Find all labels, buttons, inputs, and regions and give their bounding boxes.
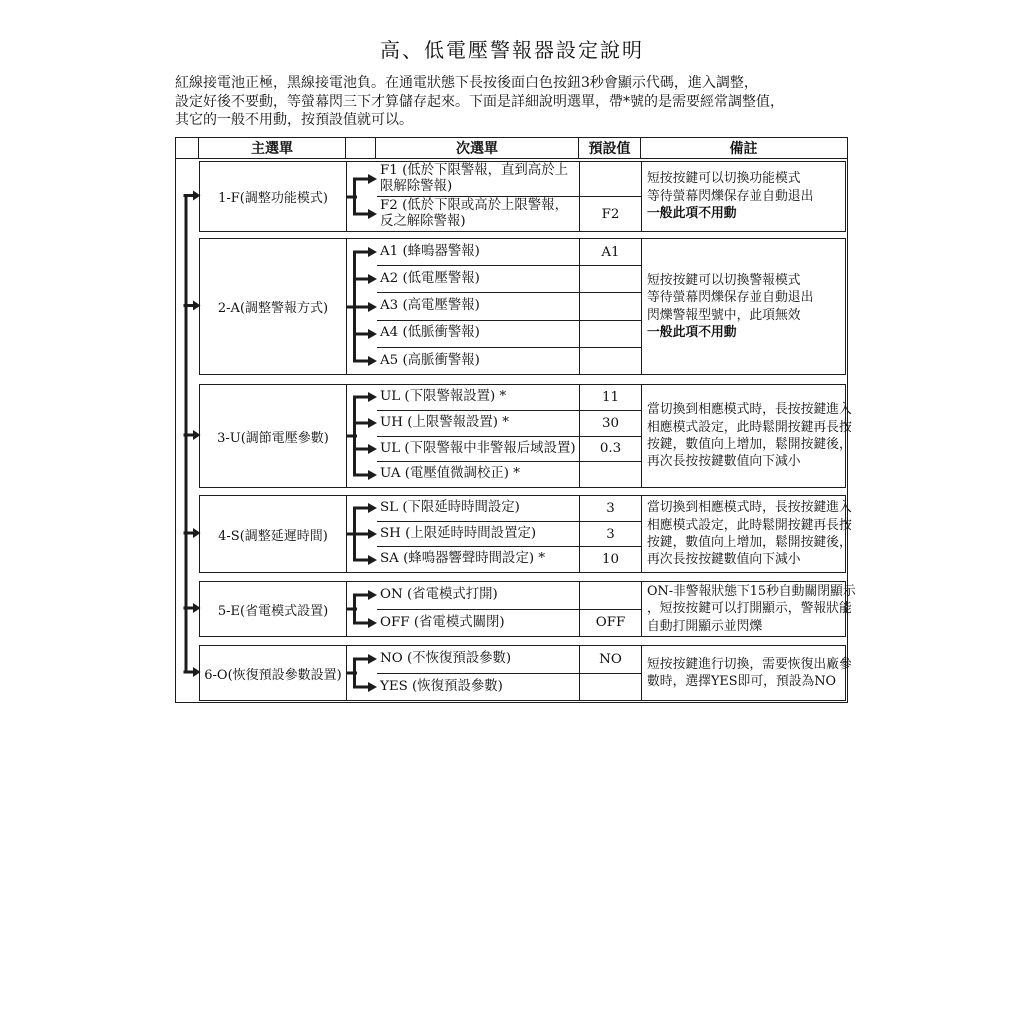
notes-line: 再次長按按鍵數值向下減小 — [647, 552, 801, 568]
submenu-rows — [377, 582, 642, 636]
menu-group-2a — [199, 238, 846, 375]
notes-line: 等待螢幕閃爍保存並自動退出 — [647, 290, 814, 306]
main-menu-label: 1-F(調整功能模式) — [218, 191, 328, 206]
intro-line: 紅線接電池正極，黑線接電池負。在通電狀態下長按後面白色按鈕3秒會顯示代碼，進入調整， — [175, 75, 758, 91]
intro-paragraph — [175, 74, 855, 130]
submenu-item-label: SA (蜂鳴器響聲時間設定) * — [377, 547, 580, 572]
default-value-cell: 0.3 — [599, 441, 622, 457]
submenu-row — [377, 673, 641, 701]
submenu-row — [377, 410, 641, 436]
branch-trunk-line — [353, 396, 356, 476]
submenu-row — [377, 436, 641, 462]
header-cell-notes: 備註 — [729, 141, 758, 157]
arrowhead-icon — [193, 430, 201, 440]
submenu-item-label: F2 (低於下限或高於上限警報，反之解除警報) — [377, 197, 580, 231]
notes-line: 一般此項不用動 — [647, 206, 737, 222]
submenu-item-label: OFF (省電模式關閉) — [377, 610, 580, 637]
arrowhead-icon — [193, 603, 201, 613]
menu-group-1f — [199, 161, 846, 232]
submenu-item-label: UL (下限警報中非警報后域設置) — [377, 437, 580, 462]
submenu-rows — [377, 239, 642, 374]
main-menu-label: 3-U(調節電壓參數) — [217, 430, 329, 446]
submenu-row — [377, 265, 641, 292]
default-value-cell — [580, 321, 641, 347]
submenu-row — [377, 646, 641, 673]
notes-line: 一般此項不用動 — [647, 324, 737, 340]
notes-cell — [643, 496, 852, 572]
notes-line: 閃爍警報型號中，此項無效 — [647, 307, 801, 323]
main-menu-label: 4-S(調整延遲時間) — [218, 528, 328, 544]
submenu-row — [377, 521, 641, 547]
default-value-cell — [580, 674, 641, 701]
submenu-item-label: UH (上限警報設置) * — [377, 411, 580, 436]
branch-trunk-line — [353, 594, 356, 624]
submenu-item-label: YES (恢復預設參數) — [377, 674, 580, 701]
intro-line: 其它的一般不用動，按預設值就可以。 — [175, 112, 413, 128]
main-menu-label: 5-E(省電模式設置) — [217, 603, 329, 619]
default-value-cell: 11 — [601, 389, 620, 405]
notes-line: 按鍵，數值向上增加，鬆開按鍵後， — [647, 437, 852, 452]
notes-line: 當切換到相應模式時，長按按鍵進入 — [647, 402, 852, 418]
main-menu-label: 6-O(恢復預設參數設置) — [204, 667, 342, 683]
submenu-rows — [377, 496, 642, 572]
submenu-item-label: ON (省電模式打開) — [377, 582, 580, 609]
submenu-row — [377, 347, 641, 374]
main-menu-cell — [200, 496, 347, 572]
default-value-cell: A1 — [601, 244, 620, 260]
header-cell-trunk — [176, 138, 199, 158]
notes-line: 等待螢幕閃爍保存並自動退出 — [647, 188, 814, 204]
submenu-item-label: SH (上限延時時間設置定) — [377, 522, 580, 547]
branch-trunk-line — [353, 178, 356, 216]
header-cell-main-menu: 主選單 — [199, 138, 346, 158]
submenu-row — [377, 461, 641, 487]
notes-line: ，短按按鍵可以打開顯示，警報狀能 — [647, 601, 852, 617]
default-value-cell — [580, 293, 641, 319]
default-value-cell: 3 — [606, 500, 615, 516]
menu-group-6o — [199, 645, 852, 701]
submenu-item-label: A5 (高脈衝警報) — [377, 348, 580, 374]
default-value-cell — [580, 266, 641, 292]
submenu-row — [377, 292, 641, 319]
table-header-row — [176, 138, 847, 159]
submenu-row — [377, 162, 641, 196]
default-value-cell: 30 — [601, 415, 620, 431]
submenu-row — [377, 320, 641, 347]
main-menu-cell — [200, 582, 347, 636]
notes-cell — [643, 646, 852, 700]
arrowhead-icon — [193, 667, 201, 677]
default-value-cell: NO — [599, 651, 622, 667]
default-value-cell — [580, 162, 641, 196]
notes-line: 相應模式設定，此時鬆開按鍵再長按 — [647, 517, 852, 533]
submenu-item-label: SL (下限延時時間設定) — [377, 496, 580, 521]
arrowhead-icon — [193, 301, 201, 311]
notes-line: 短按按鍵進行切換，需要恢復出廠參 — [647, 656, 852, 672]
default-value-cell: OFF — [595, 615, 626, 631]
notes-cell — [643, 385, 852, 487]
default-value-cell: F2 — [601, 206, 620, 222]
submenu-item-label: F1 (低於下限警報，直到高於上限解除警報) — [377, 162, 580, 196]
default-value-cell — [580, 582, 641, 609]
submenu-item-label: UA (電壓值微調校正) * — [377, 462, 580, 487]
default-value-cell — [580, 462, 641, 487]
submenu-rows — [377, 162, 642, 231]
submenu-item-label: A4 (低脈衝警報) — [377, 321, 580, 347]
arrowhead-icon — [193, 528, 201, 538]
main-menu-cell — [200, 646, 347, 700]
notes-line: 按鍵，數值向上增加，鬆開按鍵後， — [647, 535, 852, 550]
settings-table — [175, 137, 856, 703]
submenu-item-label: A1 (蜂鳴器警報) — [377, 239, 580, 265]
notes-line: 自動打開顯示並閃爍 — [647, 618, 763, 634]
submenu-rows — [377, 385, 642, 487]
arrowhead-icon — [193, 191, 201, 201]
main-menu-cell — [200, 162, 347, 231]
page-title: 高、低電壓警報器設定說明 — [380, 38, 644, 62]
submenu-item-label: A2 (低電壓警報) — [377, 266, 580, 292]
submenu-row — [377, 609, 641, 637]
main-menu-tree-connector — [179, 189, 201, 681]
notes-line: 數時，選擇YES即可，預設為NO — [647, 674, 837, 689]
header-cell-default-value: 預設值 — [579, 138, 641, 158]
menu-group-3u — [199, 384, 852, 488]
notes-line: 再次長按按鍵數值向下減小 — [647, 454, 801, 470]
header-cell-branch — [346, 138, 376, 158]
intro-line: 設定好後不要動，等螢幕閃三下才算儲存起來。下面是詳細說明選單，帶*號的是需要經常調整值， — [175, 93, 784, 110]
default-value-cell: 3 — [606, 526, 615, 542]
menu-group-4s — [199, 495, 852, 573]
branch-trunk-line — [353, 658, 356, 688]
submenu-row — [377, 196, 641, 231]
submenu-item-label: A3 (高電壓警報) — [377, 293, 580, 319]
notes-cell — [643, 239, 845, 374]
submenu-rows — [377, 646, 642, 700]
submenu-row — [377, 546, 641, 572]
notes-cell — [643, 162, 845, 231]
submenu-item-label: NO (不恢復預設參數) — [377, 646, 580, 673]
notes-line: 相應模式設定，此時鬆開按鍵再長按 — [647, 419, 852, 435]
header-cell-sub-menu: 次選單 — [376, 138, 579, 158]
default-value-cell: 10 — [601, 552, 620, 568]
main-menu-cell — [200, 239, 347, 374]
menu-group-5e — [199, 581, 856, 637]
submenu-row — [377, 582, 641, 609]
notes-line: 短按按鍵可以切換功能模式 — [647, 171, 801, 187]
submenu-row — [377, 239, 641, 265]
notes-line: 短按按鍵可以切換警報模式 — [647, 272, 801, 288]
submenu-row — [377, 496, 641, 521]
notes-line: ON-非警報狀態下15秒自動關閉顯示 — [647, 583, 856, 599]
main-menu-cell — [200, 385, 347, 487]
main-menu-label: 2-A(調整警報方式) — [217, 301, 329, 316]
submenu-row — [377, 385, 641, 410]
notes-cell — [643, 582, 856, 636]
submenu-item-label: UL (下限警報設置) * — [377, 385, 580, 410]
default-value-cell — [580, 348, 641, 374]
notes-line: 當切換到相應模式時，長按按鍵進入 — [647, 500, 852, 516]
